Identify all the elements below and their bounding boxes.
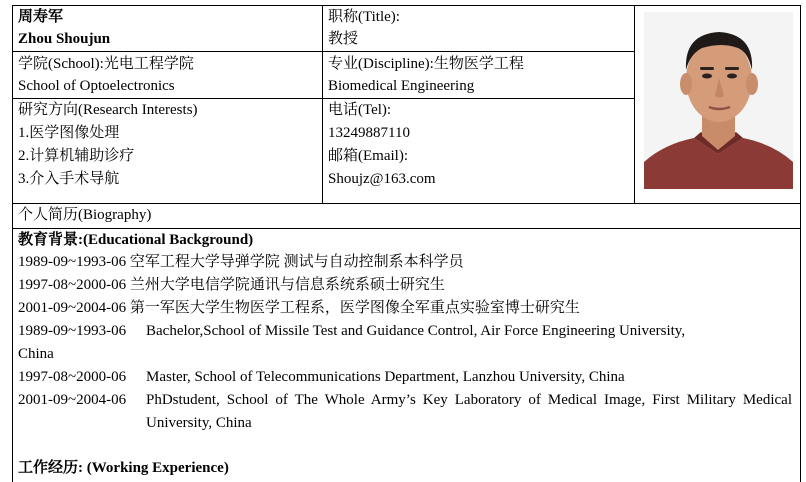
research-item: 1.医学图像处理	[18, 125, 120, 141]
school-name-en: School of Optoelectronics	[18, 78, 175, 94]
portrait-photo	[644, 12, 793, 189]
discipline-label: 专业(Discipline):生物医学工程	[328, 56, 524, 72]
research-label: 研究方向(Research Interests)	[18, 102, 198, 118]
research-item: 3.介入手术导航	[18, 171, 120, 187]
research-item: 2.计算机辅助诊疗	[18, 148, 135, 164]
name-cn: 周寿军	[18, 9, 64, 25]
education-en-text-continuation: China	[18, 346, 54, 362]
education-cn-item: 1989-09~1993-06 空军工程大学导弹学院 测试与自动控制系本科学员	[18, 254, 464, 270]
education-heading: 教育背景:(Educational Background)	[18, 232, 254, 248]
school-label: 学院(School):光电工程学院	[18, 56, 194, 72]
table-border-right	[800, 5, 801, 482]
title-value: 教授	[328, 31, 359, 47]
email-value[interactable]: Shoujz@163.com	[328, 171, 436, 187]
table-border-top	[12, 5, 800, 6]
work-heading: 工作经历: (Working Experience)	[18, 460, 229, 476]
row-divider-1	[12, 51, 634, 52]
education-en-text: PhDstudent, School of The Whole Army’s Key Laboratory of Medical Image, First Military Medical University, China	[146, 392, 792, 431]
tel-value: 13249887110	[328, 125, 410, 141]
education-en-text: Master, School of Telecommunications Department, Lanzhou University, China	[146, 369, 625, 385]
education-cn-item: 1997-08~2000-06 兰州大学电信学院通讯与信息系统系硕士研究生	[18, 277, 445, 293]
education-en-dates: 1997-08~2000-06	[18, 369, 127, 385]
biography-label: 个人简历(Biography)	[18, 207, 152, 223]
education-en-dates: 1989-09~1993-06	[18, 323, 127, 339]
title-label: 职称(Title):	[328, 9, 400, 25]
education-en-text: Bachelor,School of Missile Test and Guidance Control, Air Force Engineering University,	[146, 323, 686, 339]
name-en: Zhou Shoujun	[18, 31, 111, 47]
discipline-name-en: Biomedical Engineering	[328, 78, 475, 94]
education-en-dates: 2001-09~2004-06	[18, 392, 127, 408]
column-divider-2	[634, 5, 635, 203]
column-divider-1	[322, 5, 323, 203]
tel-label: 电话(Tel):	[328, 102, 392, 118]
table-border-left	[12, 5, 13, 482]
email-label: 邮箱(Email):	[328, 148, 408, 164]
education-cn-item: 2001-09~2004-06 第一军医大学生物医学工程系，医学图像全军重点实验室博士研究生	[18, 300, 580, 316]
